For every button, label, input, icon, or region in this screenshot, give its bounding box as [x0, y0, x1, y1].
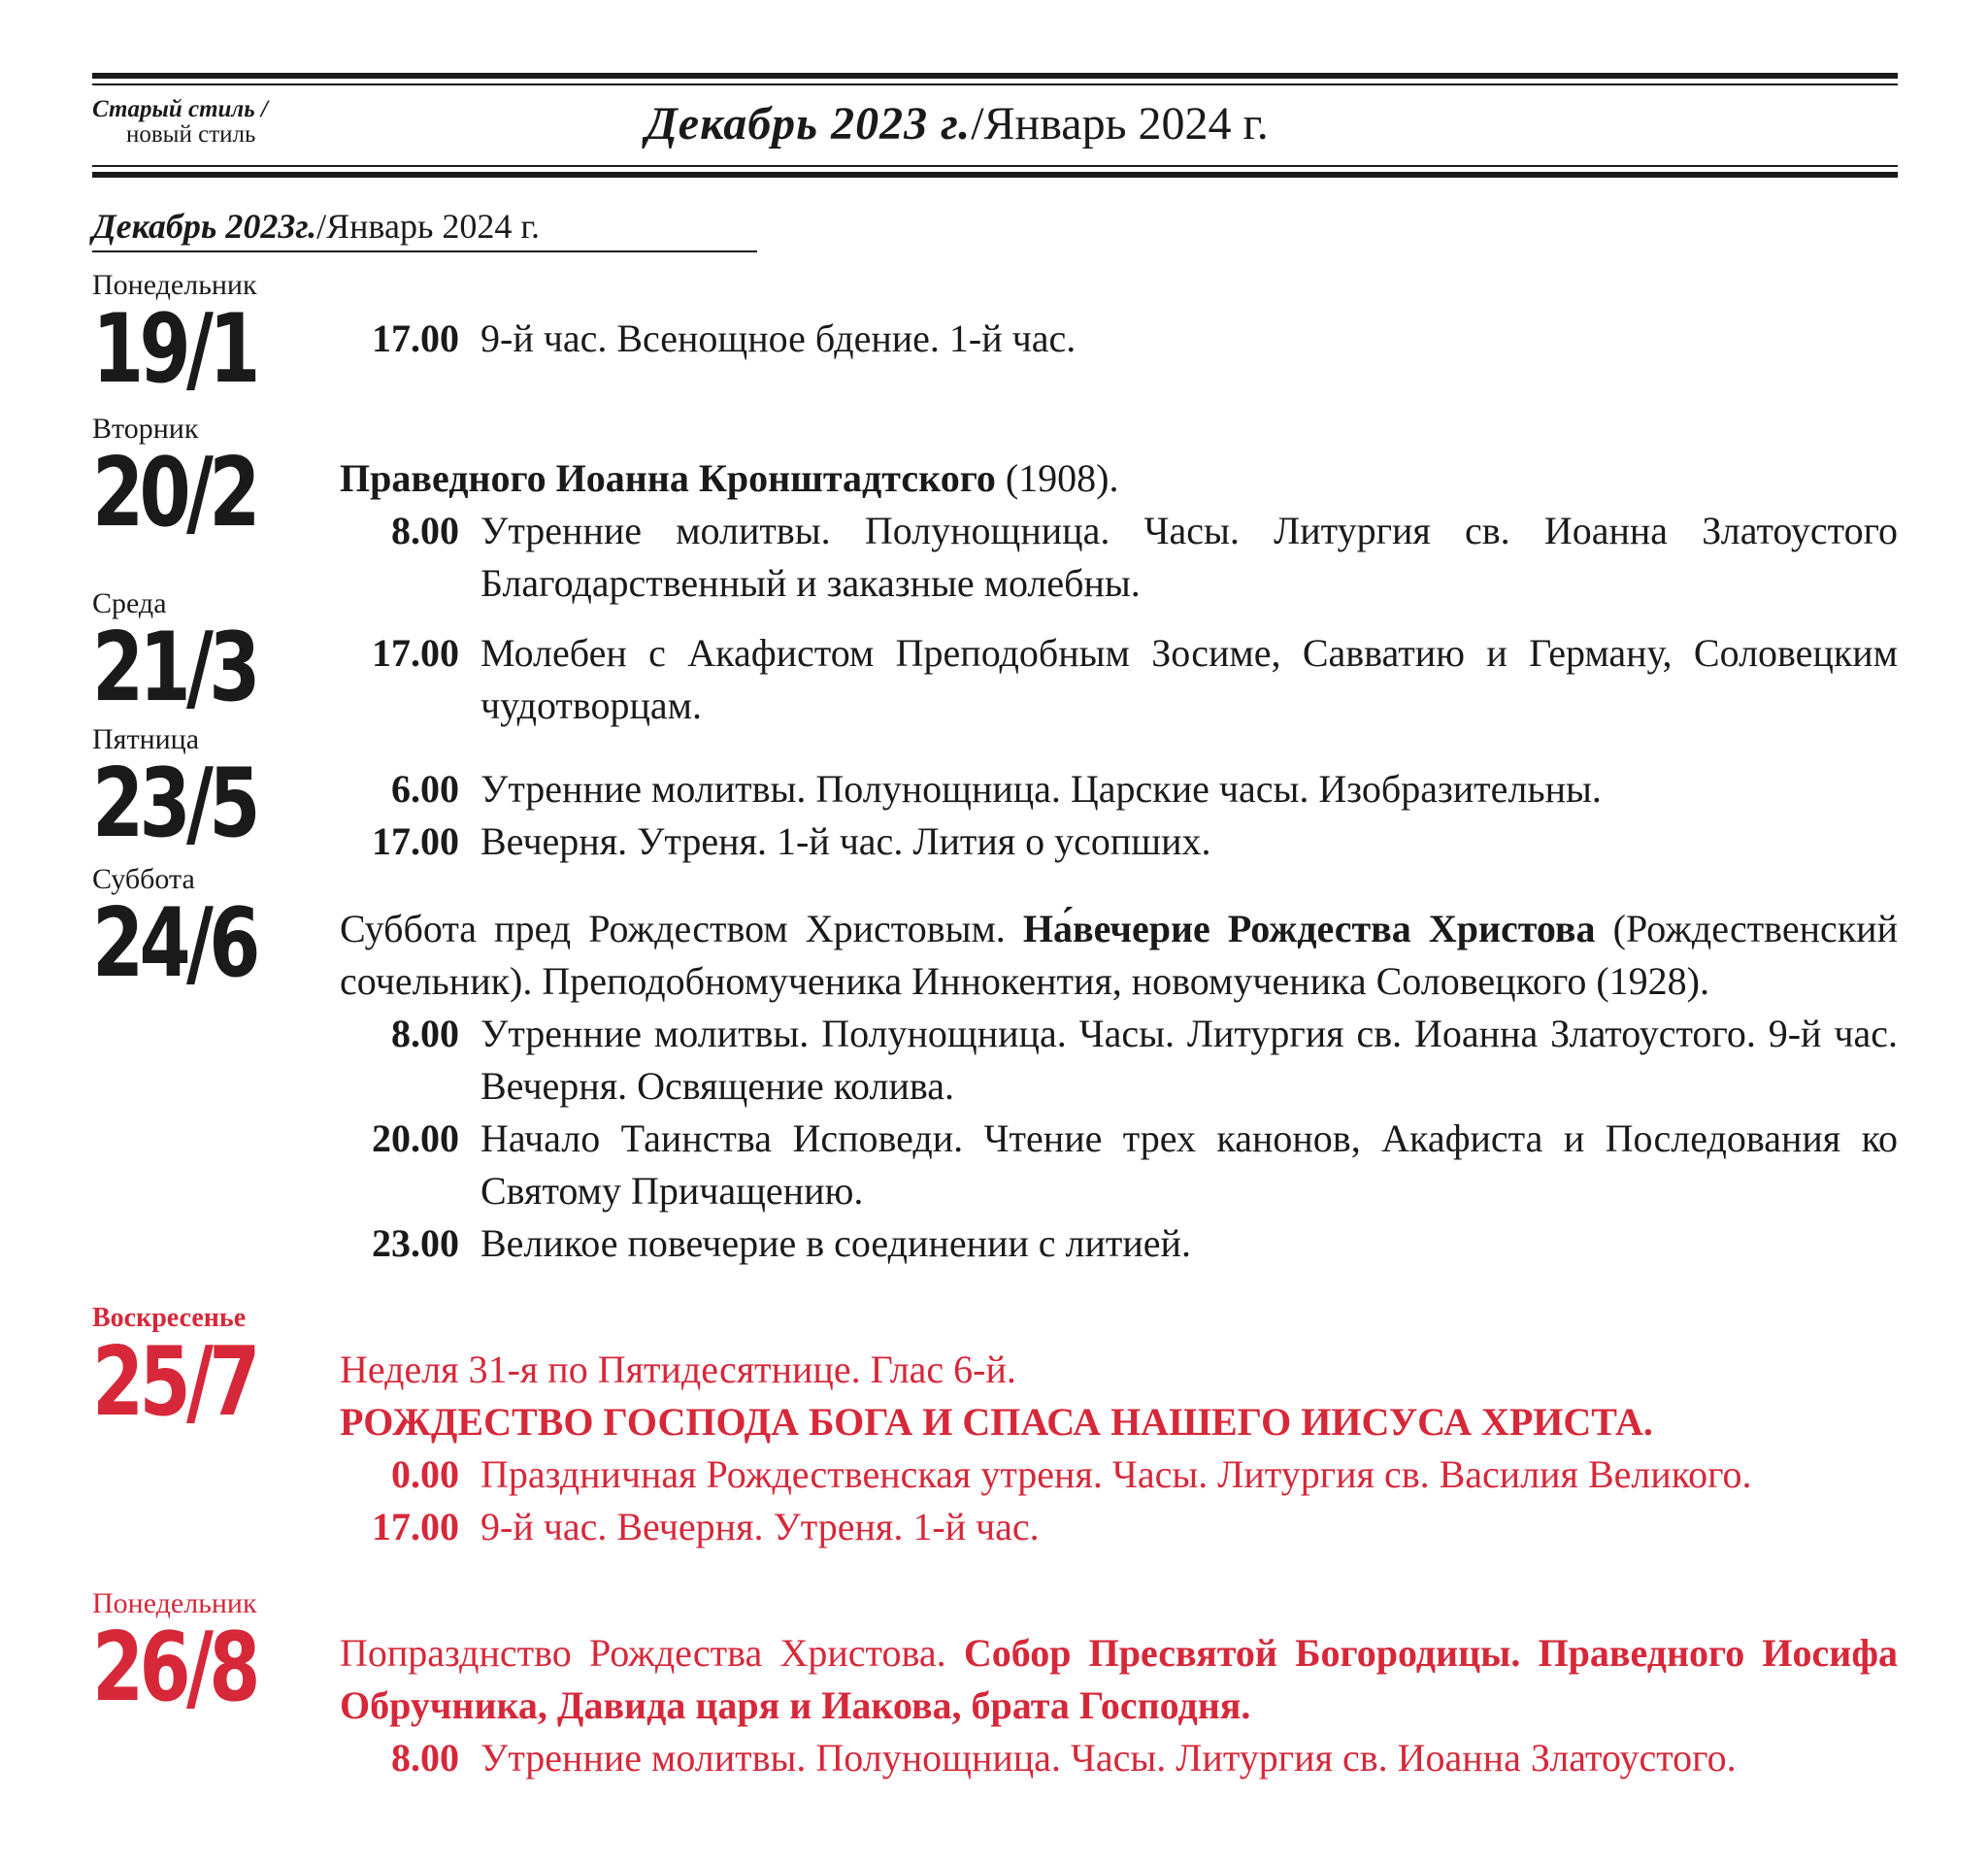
day-date: 19/1 — [92, 294, 256, 405]
day-entry — [340, 763, 1898, 868]
day-entry — [340, 627, 1898, 732]
service-row — [340, 1501, 1898, 1553]
weekday-label: Пятница — [92, 723, 200, 755]
feast-title-plain: Неделя 31-я по Пятидесятнице. Глас 6-й. — [340, 1348, 1016, 1391]
service-time: 17.00 — [372, 819, 459, 863]
service-time: 0.00 — [391, 1452, 459, 1496]
service-text: Начало Таинства Исповеди. Чтение трех канонов, Акафиста и Последования ко Святому Причащению. — [480, 1116, 1898, 1213]
page-title-december: Декабрь 2023 г. — [646, 98, 972, 150]
weekday-label: Суббота — [92, 863, 195, 895]
feast-title-plain: Суббота пред Рождеством Христовым. — [340, 907, 1023, 950]
feast-title — [340, 1627, 1898, 1732]
service-text: Великое повечерие в соединении с литией. — [480, 1221, 1191, 1265]
day-entry — [340, 452, 1898, 610]
feast-title-bold: На́вечерие Рождества Христова — [1022, 907, 1596, 950]
section-title-december: Декабрь 2023г. — [92, 207, 317, 246]
weekday-label: Вторник — [92, 413, 199, 445]
service-text: Утренние молитвы. Полунощница. Часы. Литургия св. Иоанна Златоустого Благодарственный и заказные молебны. — [480, 509, 1898, 605]
day-date: 26/8 — [92, 1613, 256, 1723]
service-time: 17.00 — [372, 1505, 459, 1548]
service-text: Молебен с Акафистом Преподобным Зосиме, Савватию и Герману, Соловецким чудотворцам. — [480, 631, 1898, 727]
service-time: 17.00 — [372, 316, 459, 360]
service-row — [340, 1217, 1898, 1270]
day-date: 24/6 — [92, 888, 256, 999]
service-time: 8.00 — [391, 1012, 459, 1055]
service-text: Вечерня. Утреня. 1-й час. Лития о усопших. — [480, 819, 1211, 863]
section-title — [92, 206, 757, 252]
service-time: 23.00 — [372, 1221, 459, 1265]
style-label-old: Старый стиль / — [92, 96, 268, 122]
service-time: 20.00 — [372, 1116, 459, 1160]
feast-title-rest: (1908). — [995, 456, 1119, 500]
page-title-january: /Январь 2024 г. — [971, 98, 1269, 150]
service-time: 6.00 — [391, 767, 459, 811]
weekday-label: Воскресенье — [92, 1303, 247, 1333]
service-text: Утренние молитвы. Полунощница. Часы. Литургия св. Иоанна Златоустого. 9-й час. Вечерня. Освящение колива. — [480, 1012, 1898, 1108]
service-row — [340, 1008, 1898, 1113]
header-rule-bottom-thin — [92, 165, 1898, 167]
service-text: Утренние молитвы. Полунощница. Часы. Литургия св. Иоанна Златоустого. — [480, 1736, 1737, 1780]
service-row — [340, 1113, 1898, 1217]
header-rule-top — [92, 73, 1898, 79]
feast-title — [340, 903, 1898, 1008]
style-label — [92, 97, 268, 148]
service-row — [340, 505, 1898, 610]
page-title — [646, 97, 1269, 150]
day-date: 20/2 — [92, 438, 256, 549]
day-entry — [340, 313, 1898, 365]
service-time: 17.00 — [372, 631, 459, 675]
day-date: 25/7 — [92, 1327, 256, 1438]
service-row — [340, 627, 1898, 732]
service-row — [340, 1732, 1898, 1784]
service-row — [340, 763, 1898, 816]
feast-title-plain: Попразднство Рождества Христова. — [340, 1631, 964, 1675]
service-time: 8.00 — [391, 1736, 459, 1780]
service-text: 9-й час. Всенощное бдение. 1-й час. — [480, 316, 1077, 360]
day-entry — [340, 903, 1898, 1270]
service-text: 9-й час. Вечерня. Утреня. 1-й час. — [480, 1505, 1040, 1548]
weekday-label: Понедельник — [92, 269, 257, 301]
page-header — [92, 0, 1898, 194]
feast-title-bold: Праведного Иоанна Кронштадтского — [340, 456, 996, 500]
weekday-label: Среда — [92, 587, 167, 619]
service-row — [340, 1448, 1898, 1501]
day-date: 23/5 — [92, 749, 256, 859]
section-title-january: /Январь 2024 г. — [316, 207, 541, 246]
day-entry — [340, 1627, 1898, 1784]
day-date: 21/3 — [92, 613, 256, 723]
service-row — [340, 313, 1898, 365]
feast-title — [340, 452, 1898, 505]
header-rule-top-thin — [92, 83, 1898, 85]
service-text: Праздничная Рождественская утреня. Часы. Литургия св. Василия Великого. — [480, 1452, 1752, 1496]
feast-title-bold: Собор Пресвятой Богородицы. Праведного Иосифа Обручника, Давида царя и Иакова, брата Господня. — [340, 1631, 1899, 1727]
service-text: Утренние молитвы. Полунощница. Царские часы. Изобразительны. — [480, 767, 1602, 811]
service-row — [340, 816, 1898, 868]
header-rule-bottom — [92, 172, 1898, 178]
style-label-new: новый стиль — [126, 121, 256, 148]
day-entry — [340, 1344, 1898, 1553]
feast-title-rest: (Рождественский сочельник). Преподобномученика Иннокентия, новомученика Соловецкого (1928). — [340, 907, 1898, 1003]
service-time: 8.00 — [391, 509, 459, 552]
weekday-label: Понедельник — [92, 1587, 257, 1619]
feast-title-bold: РОЖДЕСТВО ГОСПОДА БОГА И СПАСА НАШЕГО ИИСУСА ХРИСТА. — [340, 1400, 1653, 1444]
